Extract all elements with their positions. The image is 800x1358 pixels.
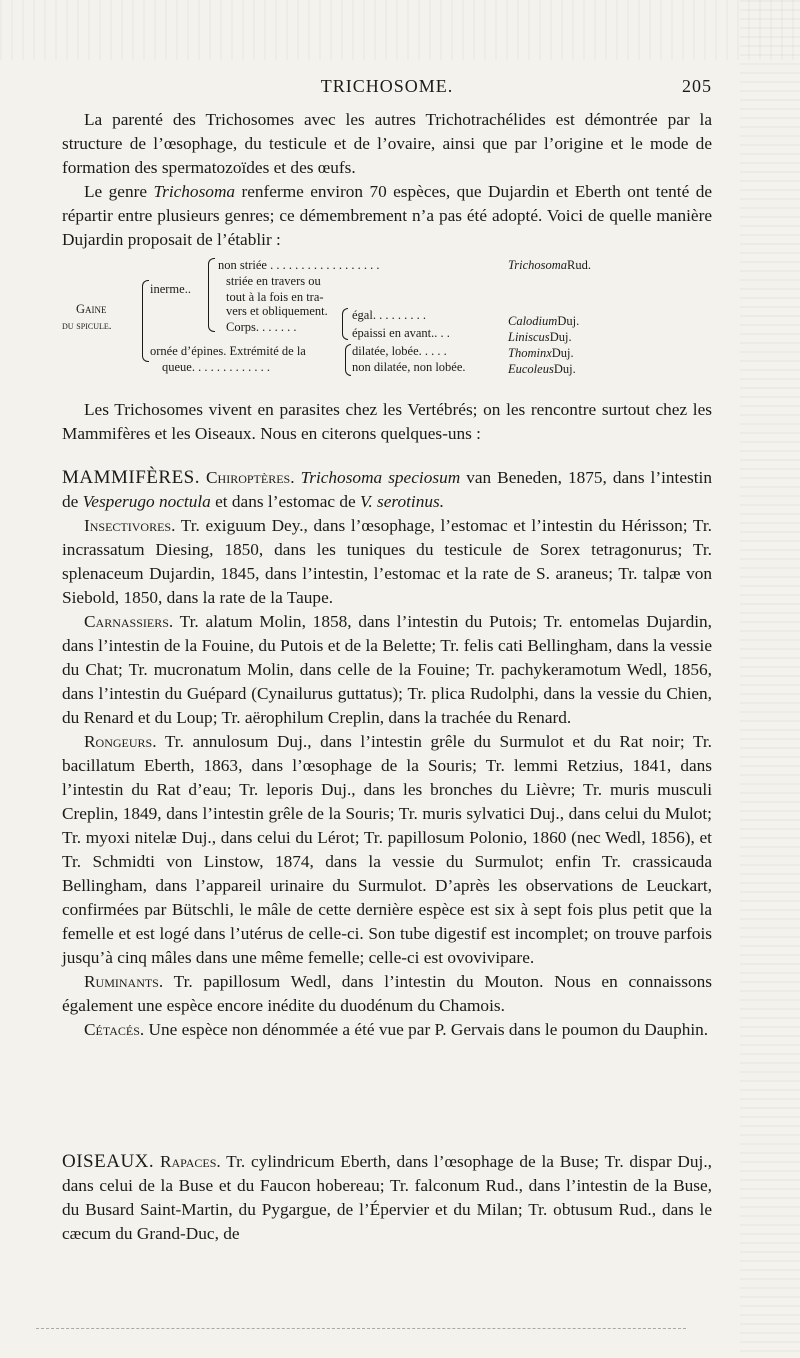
genus-row-5: Eucoleus Duj. [508,362,576,376]
label-du-spicule: du spicule. [62,320,112,332]
brace-corps [342,308,348,340]
running-header [62,76,712,102]
label-striee-2: tout à la fois en tra- [226,290,324,304]
oiseaux-rapaces: OISEAUX. Rapaces. Tr. cylindricum Eberth, dans l’œsophage de la Buse; Tr. dispar Duj., dans celui de la Buse et du Faucon hobereau; Tr. falconum Rud., dans l’intestin de la Buse, du Busard Saint-Martin, du Pygargue, de l’Épervier et du Milan; Tr. obtusum Rud., dans le cæcum du Grand-Duc, de [62,1151,712,1243]
label-non-dilatee: non dilatée, non lobée. [352,360,466,374]
section-mammiferes [62,466,712,1042]
label-inerme: inerme.. [150,282,191,296]
scan-noise-top [0,0,800,60]
brace-gaine [142,280,149,362]
label-striee-3: vers et obliquement. [226,304,328,318]
label-corps: Corps. . . . . . . [226,320,297,334]
mammiferes-insectivores: Insectivores. Tr. exiguum Dey., dans l’œsophage, l’estomac et l’intestin du Hérisson; Tr. incrassatum Diesing, 1850, dans les tuniques du testicule de Sorex tetragonurus; Tr. splenaceum Dujardin, 1845, dans l’intestin, l’estomac et la rate de S. araneus; Tr. talpæ von Siebold, 1850, dans la rate de la Taupe. [62,516,712,607]
mammiferes-ruminants: Ruminants. Tr. papillosum Wedl, dans l’intestin du Mouton. Nous en connaissons également une espèce encore inédite du duodénum du Chamois. [62,972,712,1015]
label-queue: queue. . . . . . . . . . . . . [162,360,270,374]
paragraph-1: La parenté des Trichosomes avec les autres Trichotrachélides est démontrée par la structure de l’œsophage, du testicule et de l’ovaire, ainsi que par l’origine et le mode de formation des spermatozoïdes et des œufs. [62,110,712,177]
brace-inerme [208,258,215,332]
genus-row-1: Trichosoma Rud. [508,258,592,272]
genus-row-4: Thominx Duj. [508,346,574,360]
label-ornee: ornée d’épines. Extrémité de la [150,344,306,358]
label-egal: égal. . . . . . . . . [352,308,426,322]
genus-row-3: Liniscus Duj. [508,330,572,344]
scan-noise-edge [740,0,800,1358]
label-gaine: Gaine [76,302,107,316]
section-oiseaux [62,1150,712,1246]
paragraph-2: Le genre Trichosoma renferme environ 70 espèces, que Dujardin et Eberth ont tenté de répartir entre plusieurs genres; ce démembrement n’a pas été adopté. Voici de quelle manière Dujardin proposait de l’établir : [62,182,713,249]
classification-table [62,258,712,383]
page-number: 205 [682,76,712,96]
mammiferes-carnassiers: Carnassiers. Tr. alatum Molin, 1858, dans l’intestin du Putois; Tr. entomelas Dujardin, dans l’intestin de la Fouine, du Putois et de la Belette; Tr. felis cati Bellingham, dans la vessie du Chat; Tr. mucronatum Molin, dans celle de la Fouine; Tr. pachykeramotum Wedl, 1856, dans l’intestin du Guépard (Cynailurus guttatus); Tr. plica Rudolphi, dans la vessie du Chien, du Renard et du Loup; Tr. aërophilum Creplin, dans la trachée du Renard. [62,612,712,727]
label-non-striee: non striée . . . . . . . . . . . . . . . . . . [218,258,380,272]
mammiferes-cetaces: Cétacés. Une espèce non dénommée a été vue par P. Gervais dans le poumon du Dauphin. [84,1020,709,1039]
running-title: TRICHOSOME. [320,76,454,96]
genus-row-2: Calodium Duj. [508,314,580,328]
scan-footer-line [36,1328,686,1330]
label-striee-1: striée en travers ou [226,274,321,288]
mammiferes-rongeurs: Rongeurs. Tr. annulosum Duj., dans l’intestin grêle du Surmulot et du Rat noir; Tr. bacillatum Eberth, 1863, dans l’œsophage de la Souris; Tr. lemmi Retzius, 1841, dans l’intestin du Rat d’eau; Tr. leporis Duj., dans les bronches du Lièvre; Tr. muris musculi Creplin, 1849, dans l’intestin grêle de la Souris; Tr. muris sylvatici Duj., dans celui du Mulot; Tr. myoxi nitelæ Duj., dans celui du Lérot; Tr. papillosum Polonio, 1860 (nec Wedl, 1856), et Tr. Schmidti von Linstow, 1874, dans la vessie du Surmulot; enfin Tr. crassicauda Bellingham, dans l’appareil urinaire du Surmulot. D’après les observations de Leuckart, confirmées par Bütschli, le mâle de cette dernière espèce est six à sept fois plus petit que la femelle et est logé dans l’utérus de celle-ci. Son tube digestif est incomplet; on trouve parfois jusqu’à cinq mâles dans une même femelle; celle-ci est ovovivipare. [62,732,712,967]
paragraph-3: Les Trichosomes vivent en parasites chez les Vertébrés; on les rencontre surtout chez les Mammifères et les Oiseaux. Nous en citerons quelques-uns : [62,400,712,443]
brace-queue [345,344,351,376]
label-dilatee: dilatée, lobée. . . . . [352,344,447,358]
label-epaissi: épaissi en avant.. . . [352,326,450,340]
mammiferes-chiropteres: MAMMIFÈRES. Chiroptères. Trichosoma speciosum van Beneden, 1875, dans l’intestin de Vesperugo noctula et dans l’estomac de V. serotinus. [62,467,712,511]
